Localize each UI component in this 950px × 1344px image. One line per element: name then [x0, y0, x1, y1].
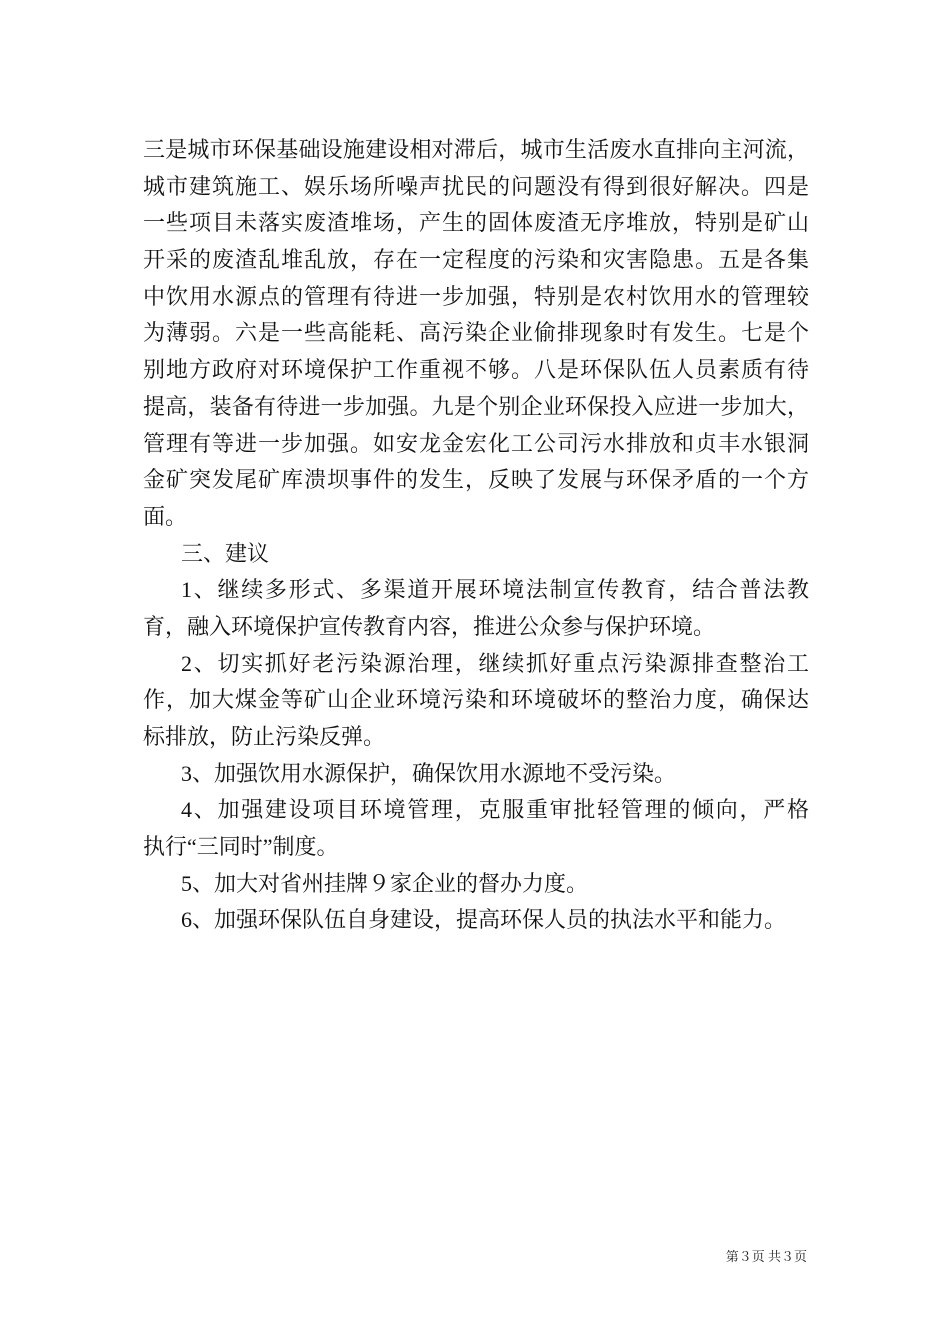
paragraph — [143, 646, 809, 756]
text-line: 提高，装备有待进一步加强。九是个别企业环保投入应进一步加大， — [143, 393, 809, 419]
text-line: 标排放，防止污染反弹。 — [143, 724, 386, 749]
paragraph — [143, 536, 809, 573]
text-line: 城市建筑施工、娱乐场所噪声扰民的问题没有得到很好解决。四是 — [143, 173, 809, 199]
text-line: 6、加强环保队伍自身建设，提高环保人员的执法水平和能力。 — [181, 907, 787, 933]
text-line: 执行“三同时”制度。 — [143, 834, 339, 860]
paragraph — [143, 902, 809, 939]
text-line: 5、加大对省州挂牌９家企业的督办力度。 — [181, 870, 589, 896]
text-line: 开采的废渣乱堆乱放，存在一定程度的污染和灾害隐患。五是各集 — [143, 247, 809, 273]
paragraph — [143, 866, 809, 903]
text-line: 三是城市环保基础设施建设相对滞后，城市生活废水直排向主河流， — [143, 137, 809, 162]
text-line: 3、加强饮用水源保护，确保饮用水源地不受污染。 — [181, 760, 677, 786]
text-line: 1、继续多形式、多渠道开展环境法制宣传教育，结合普法教 — [181, 577, 809, 603]
text-line: 为薄弱。六是一些高能耗、高污染企业偷排现象时有发生。七是个 — [143, 320, 809, 346]
document-body — [143, 132, 809, 939]
text-line: 三、建议 — [181, 540, 270, 566]
page-number: 第３页 共３页 — [725, 1249, 807, 1264]
text-line: 一些项目未落实废渣堆场，产生的固体废渣无序堆放，特别是矿山 — [143, 210, 809, 236]
text-line: 面。 — [143, 503, 188, 529]
paragraph — [143, 756, 809, 793]
text-line: 别地方政府对环境保护工作重视不够。八是环保队伍人员素质有待 — [143, 357, 809, 383]
paragraph — [143, 132, 809, 536]
text-line: 作，加大煤金等矿山企业环境污染和环境破坏的整治力度，确保达 — [143, 687, 809, 713]
text-line: 金矿突发尾矿库溃坝事件的发生，反映了发展与环保矛盾的一个方 — [143, 467, 809, 493]
text-line: 管理有等进一步加强。如安龙金宏化工公司污水排放和贞丰水银洞 — [143, 430, 809, 456]
text-line: 4、加强建设项目环境管理，克服重审批轻管理的倾向，严格 — [181, 797, 809, 823]
paragraph — [143, 572, 809, 645]
text-line: 2、切实抓好老污染源治理，继续抓好重点污染源排查整治工 — [181, 650, 809, 676]
text-line: 育，融入环境保护宣传教育内容，推进公众参与保护环境。 — [143, 613, 716, 639]
text-line: 中饮用水源点的管理有待进一步加强，特别是农村饮用水的管理较 — [143, 283, 809, 309]
paragraph — [143, 792, 809, 865]
